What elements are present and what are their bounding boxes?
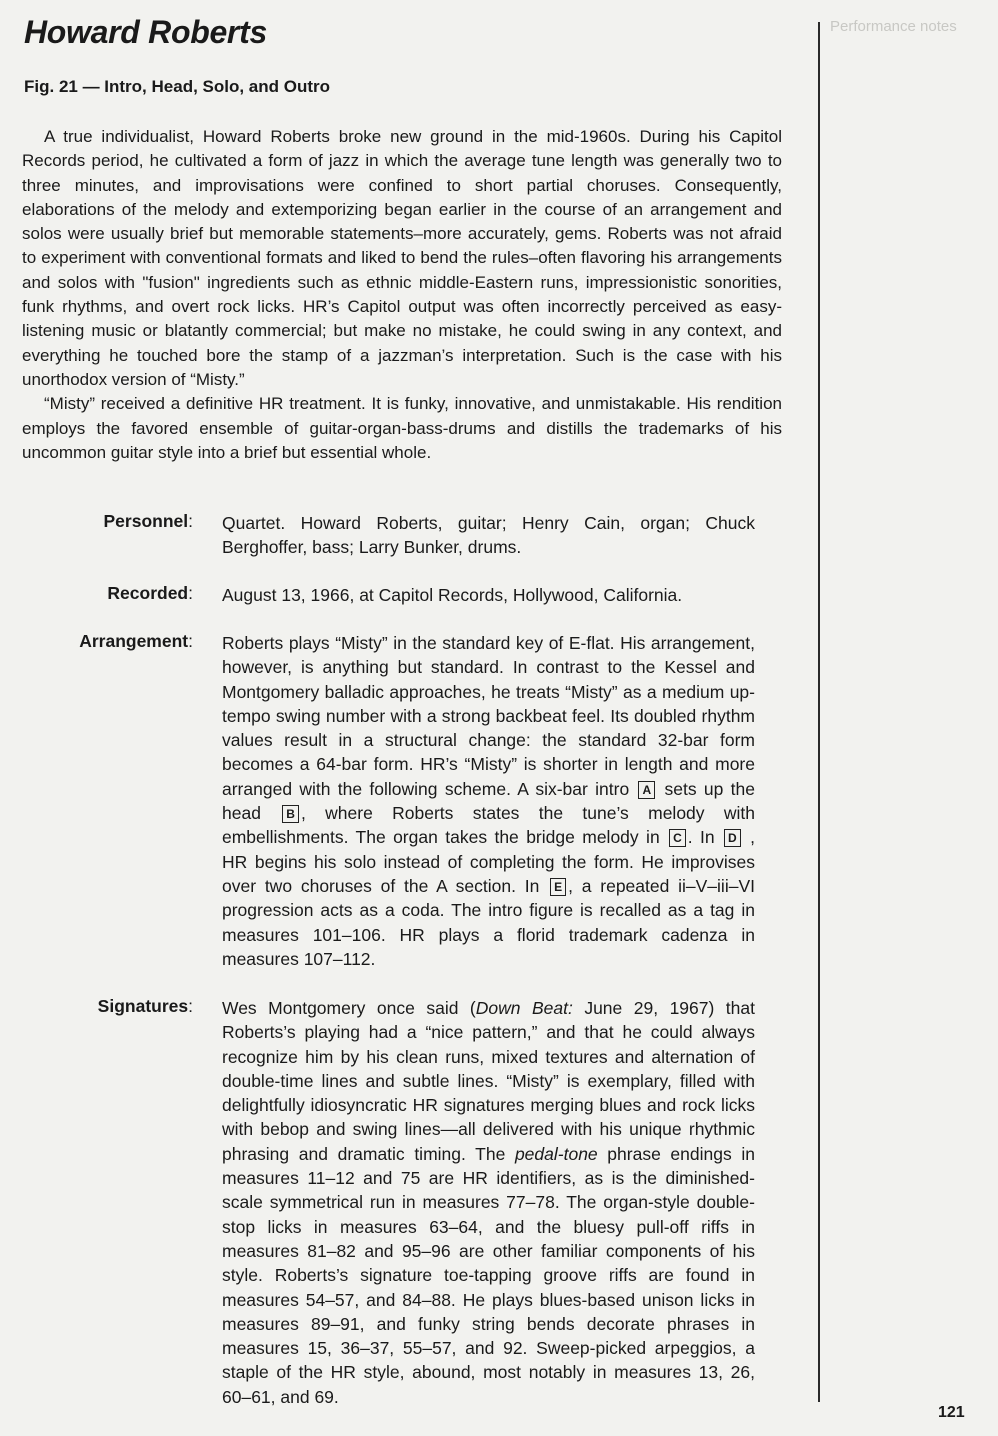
section-marker-d: D	[724, 829, 741, 847]
pedal-tone-term: pedal-tone	[514, 1143, 598, 1164]
arrangement-value: Roberts plays “Misty” in the standard key of E-flat. His arrangement, however, is anything but standard. In contrast to the Kessel and Montgomery balladic approaches, he treats “Misty” as a medium up-tempo swing number with a strong backbeat feel. Its doubled rhythm values result in a structural change: the standard 32-bar form becomes a 64-bar form. HR’s “Misty” is shorter in length and more arranged with the following scheme. A six-bar intro A sets up the head B , where Roberts states the tune’s melody with embellishments. The organ takes the bridge melody in C . In D , HR begins his solo instead of completing the form. He improvises over two choruses of the A section. In E , a repeated ii–V–iii–VI progression acts as a coda. The intro figure is recalled as a tag in measures 101–106. HR plays a florid trademark cadenza in measures 107–112.	[222, 633, 755, 969]
recorded-label: Recorded:	[107, 583, 193, 603]
intro-paragraph-2: “Misty” received a definitive HR treatment. It is funky, innovative, and unmistakable. His rendition employs the favored ensemble of guitar-organ-bass-drums and distills the trademarks of his uncommon guitar style into a brief but essential whole.	[22, 394, 782, 462]
magazine-title: Down Beat:	[475, 998, 573, 1018]
section-marker-a: A	[638, 781, 655, 799]
page-number: 121	[938, 1404, 965, 1421]
section-marker-c: C	[669, 829, 686, 847]
intro-paragraph-1: A true individualist, Howard Roberts broke new ground in the mid-1960s. During his Capitol Records period, he cultivated a form of jazz in which the average tune length was generally two to three minutes, and improvisations were confined to short partial choruses. Consequently, elaborations of the melody and extemporizing began earlier in the course of an arrangement and solos were usually brief but memorable statements–more accurately, gems. Roberts was not afraid to experiment with conventional formats and liked to bend the rules–often flavoring his arrangements and solos with "fusion" ingredients such as ethnic middle-Eastern runs, impressionistic sonorities, funk rhythms, and overt rock licks. HR’s Capitol output was often incorrectly perceived as easy-listening music or blatantly commercial; but make no mistake, he could swing in any context, and everything he touched bore the stamp of a jazzman’s interpretation. Such is the case with his unorthodox version of “Misty.”	[22, 127, 782, 389]
personnel-label: Personnel:	[103, 511, 193, 531]
personnel-value: Quartet. Howard Roberts, guitar; Henry Cain, organ; Chuck Berghoffer, bass; Larry Bunker, drums.	[222, 513, 755, 558]
arrangement-label: Arrangement:	[79, 631, 193, 651]
bleed-through-heading: Performance notes	[830, 18, 957, 35]
intro-section	[22, 125, 782, 465]
signatures-value: Wes Montgomery once said (Down Beat: June 29, 1967) that Roberts’s playing had a “nice pattern,” and that he could always recognize him by his clean runs, mixed textures and alternation of double-time lines and subtle lines. “Misty” is exemplary, filled with delightfully idiosyncratic HR signatures merging blues and rock licks with bebop and swing lines—all delivered with his unique rhythmic phrasing and dramatic timing. The pedal-tone phrase endings in measures 11–12 and 75 are HR identifiers, as is the diminished-scale symmetrical run in measures 77–78. The organ-style double-stop licks in measures 63–64, and the bluesy pull-off riffs in measures 81–82 and 95–96 are other familiar components of his style. Roberts’s signature toe-tapping groove riffs are found in measures 54–57, and 84–88. He plays blues-based unison licks in measures 89–91, and funky string bends decorate phrases in measures 15, 36–37, 55–57, and 92. Sweep-picked arpeggios, a staple of the HR style, abound, most notably in measures 13, 26, 60–61, and 69.	[222, 998, 755, 1407]
figure-caption: Fig. 21 — Intro, Head, Solo, and Outro	[24, 77, 331, 96]
signatures-label: Signatures:	[97, 996, 193, 1016]
section-marker-b: B	[282, 805, 299, 823]
section-marker-e: E	[550, 878, 566, 896]
column-divider	[818, 22, 820, 1402]
page-title: Howard Roberts	[24, 14, 267, 50]
recorded-value: August 13, 1966, at Capitol Records, Hollywood, California.	[222, 585, 683, 605]
